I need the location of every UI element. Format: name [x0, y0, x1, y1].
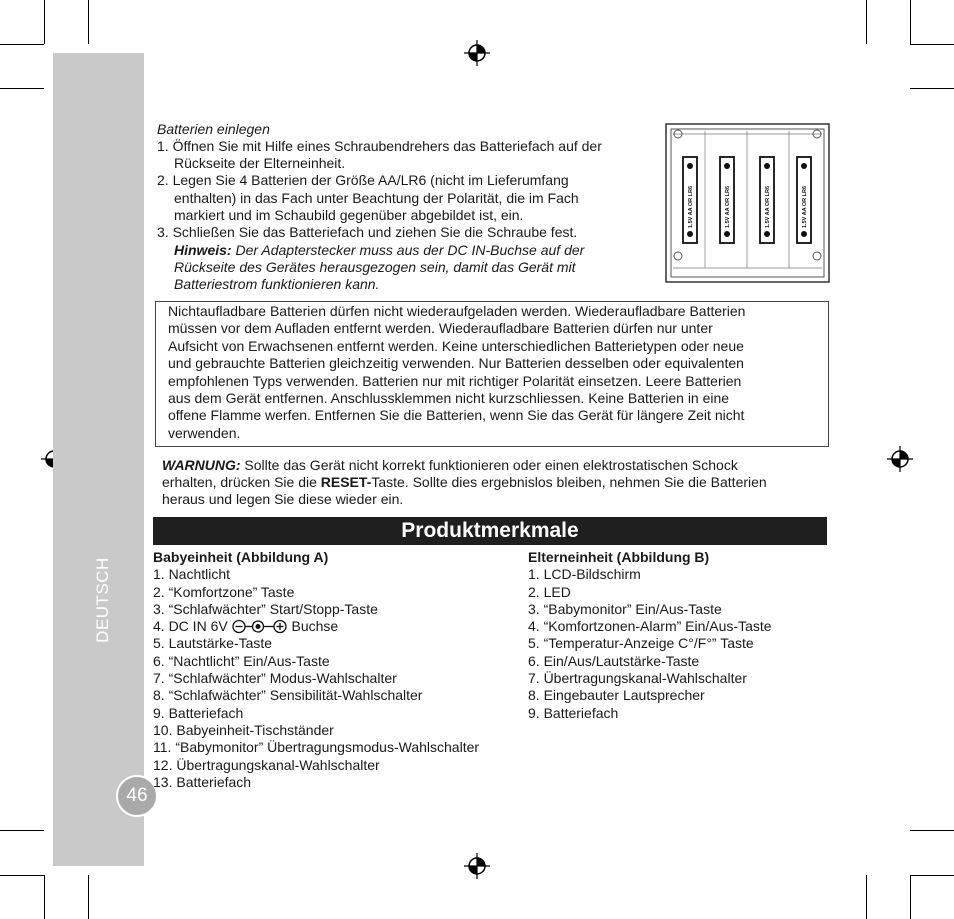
battery-label: 1.5V AA OR LR6	[802, 185, 808, 228]
warning-text: erhalten, drücken Sie die	[162, 474, 321, 490]
notice-line: empfohlenen Typs verwenden. Batterien nur mit richtiger Polarität einsetzen. Leere Batterien	[168, 372, 742, 389]
list-item: 12. Übertragungskanal-Wahlschalter	[153, 756, 380, 773]
notice-line: Aufsicht von Erwachsenen entfernt werden. Keine unterschiedlichen Batterietypen oder neue	[168, 337, 744, 354]
notice-line: Nichtaufladbare Batterien dürfen nicht wiederaufgeladen werden. Wiederaufladbare Batterien	[168, 303, 746, 319]
battery-step-line: 1. Öffnen Sie mit Hilfe eines Schraubendrehers das Batteriefach auf der	[157, 138, 602, 154]
list-item: 1. LCD-Bildschirm	[528, 566, 641, 583]
list-item: 8. Eingebauter Lautsprecher	[528, 687, 705, 704]
list-item: 11. “Babymonitor” Übertragungsmodus-Wahlschalter	[153, 739, 480, 756]
warning-label: WARNUNG:	[162, 457, 241, 473]
list-item: 6. Ein/Aus/Lautstärke-Taste	[528, 652, 700, 669]
list-item: 6. “Nachtlicht” Ein/Aus-Taste	[153, 652, 330, 669]
baby-unit-list	[153, 549, 479, 791]
crop-mark	[910, 875, 911, 919]
list-item: 10. Babyeinheit-Tischständer	[153, 721, 334, 738]
warning-text: Sollte das Gerät nicht korrekt funktionieren oder einen elektrostatischen Schock	[240, 457, 738, 473]
crop-mark	[88, 0, 89, 44]
list-item: 7. Übertragungskanal-Wahlschalter	[528, 670, 747, 687]
warning-text: Taste. Sollte dies ergebnislos bleiben, nehmen Sie die Batterien	[371, 474, 767, 490]
warning-line: heraus und legen Sie diese wieder ein.	[162, 491, 404, 507]
list-item: 9. Batteriefach	[153, 704, 244, 721]
hint-text: Der Adapterstecker muss aus der DC IN-Buchse auf der	[231, 242, 585, 258]
list-item: 3. “Schlafwächter” Start/Stopp-Taste	[153, 600, 378, 617]
list-item: 8. “Schlafwächter” Sensibilität-Wahlschalter	[153, 687, 423, 704]
language-label: DEUTSCH	[93, 557, 112, 643]
crop-mark	[0, 875, 44, 876]
list-item: 3. “Babymonitor” Ein/Aus-Taste	[528, 600, 722, 617]
crop-mark	[910, 0, 911, 44]
battery-step-line: enthalten) in das Fach unter Beachtung der Polarität, die im Fach	[174, 190, 579, 206]
battery-label: 1.5V AA OR LR6	[765, 185, 771, 228]
battery-hint-line: Batteriestrom funktionieren kann.	[174, 276, 380, 292]
battery-step-line: 2. Legen Sie 4 Batterien der Größe AA/LR6 (nicht im Lieferumfang	[157, 172, 569, 188]
page-number: 46	[116, 775, 158, 817]
registration-mark-icon	[887, 446, 913, 472]
battery-step-line: markiert und im Schaubild gegenüber abgebildet ist, ein.	[174, 207, 524, 223]
crop-mark	[0, 88, 44, 89]
notice-line: müssen vor dem Aufladen entfernt werden. Wiederaufladbare Batterien dürfen nur unter	[168, 320, 713, 337]
crop-mark	[866, 0, 867, 44]
list-item-text: 4. DC IN 6V	[153, 618, 228, 635]
parent-unit-list	[528, 549, 772, 722]
warning-line	[162, 457, 738, 475]
crop-mark	[44, 875, 45, 919]
warning-line	[162, 474, 767, 492]
dc-polarity-icon	[232, 619, 288, 634]
registration-mark-icon	[464, 40, 490, 66]
list-item: 5. Lautstärke-Taste	[153, 635, 273, 652]
battery-step-line: Rückseite der Elterneinheit.	[174, 155, 346, 171]
list-item: 1. Nachtlicht	[153, 566, 231, 583]
hint-label: Hinweis:	[174, 242, 232, 258]
notice-line: verwenden.	[168, 424, 241, 441]
battery-heading: Batterien einlegen	[157, 121, 270, 137]
battery-hint	[174, 242, 584, 260]
battery-compartment-illustration	[665, 123, 830, 283]
reset-label: RESET-	[320, 474, 372, 490]
list-item-text: Buchse	[287, 618, 339, 635]
battery-notice-text	[168, 303, 818, 442]
battery-step-line: 3. Schließen Sie das Batteriefach und ziehen Sie die Schraube fest.	[157, 224, 578, 240]
crop-mark	[910, 44, 954, 45]
registration-mark-icon	[464, 853, 490, 879]
list-item: 7. “Schlafwächter” Modus-Wahlschalter	[153, 670, 397, 687]
list-item: 5. “Temperatur-Anzeige C°/F°” Taste	[528, 635, 754, 652]
crop-mark	[910, 830, 954, 831]
crop-mark	[910, 875, 954, 876]
crop-mark	[866, 875, 867, 919]
notice-line: und gebrauchte Batterien gleichzeitig verwenden. Nur Batterien desselben oder equivalenten	[168, 355, 744, 372]
crop-mark	[0, 830, 44, 831]
parent-unit-heading: Elterneinheit (Abbildung B)	[528, 549, 710, 565]
battery-label: 1.5V AA OR LR6	[688, 185, 694, 228]
notice-line: aus dem Gerät entfernen. Anschlussklemmen nicht kurzschliessen. Keine Batterien in eine	[168, 390, 730, 407]
crop-mark	[910, 88, 954, 89]
battery-hint-line: Rückseite des Gerätes herausgezogen sein, damit das Gerät mit	[174, 259, 576, 275]
battery-label: 1.5V AA OR LR6	[725, 185, 731, 228]
baby-unit-heading: Babyeinheit (Abbildung A)	[153, 549, 329, 565]
notice-line: offene Flamme werfen. Entfernen Sie die Batterien, wenn Sie das Gerät für längere Zeit nicht	[168, 407, 745, 424]
list-item: 2. LED	[528, 583, 571, 600]
list-item: 4. “Komfortzonen-Alarm” Ein/Aus-Taste	[528, 618, 772, 635]
list-item	[153, 618, 479, 635]
crop-mark	[88, 875, 89, 919]
list-item: 9. Batteriefach	[528, 704, 619, 721]
crop-mark	[0, 44, 44, 45]
section-title: Produktmerkmale	[153, 517, 827, 545]
list-item: 2. “Komfortzone” Taste	[153, 583, 295, 600]
list-item: 13. Batteriefach	[153, 773, 252, 790]
crop-mark	[44, 0, 45, 44]
language-sidebar	[53, 53, 144, 866]
